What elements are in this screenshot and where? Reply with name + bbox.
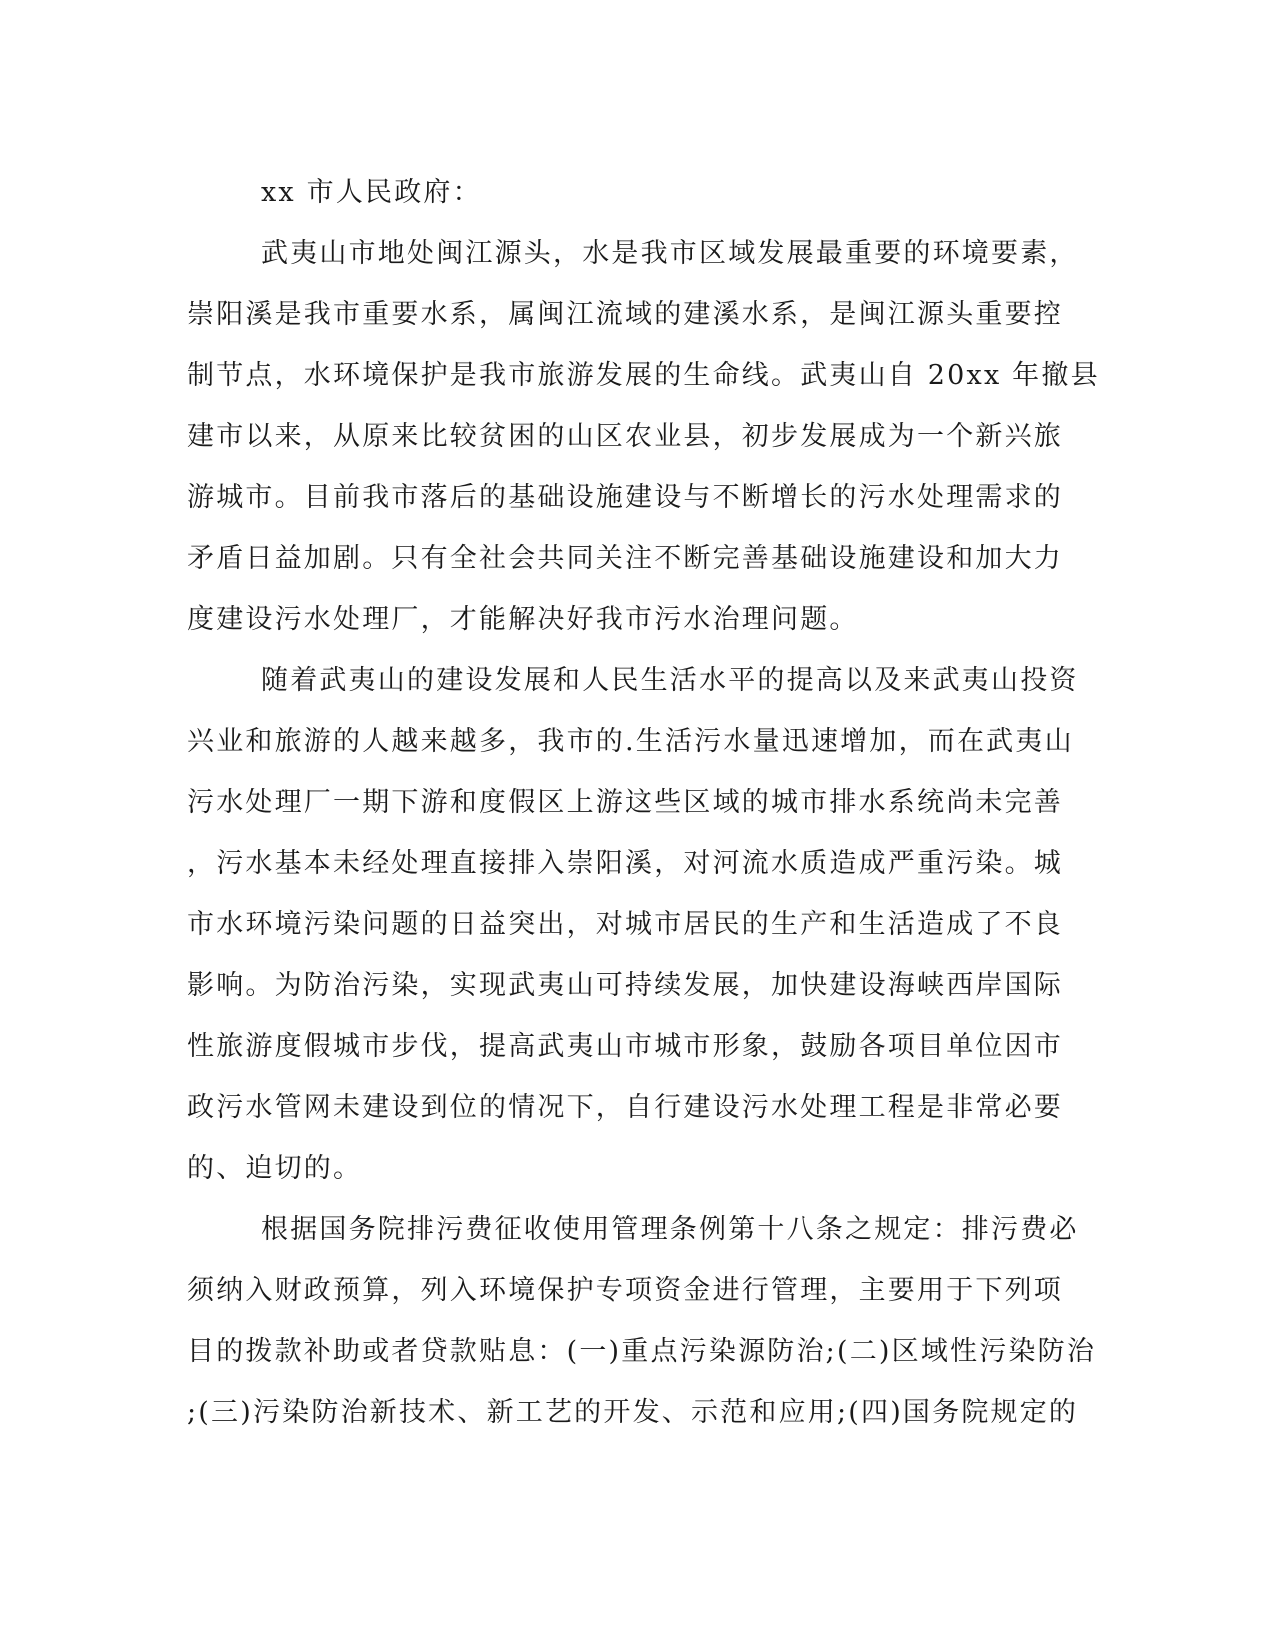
paragraph-line: 随着武夷山的建设发展和人民生活水平的提高以及来武夷山投资 <box>261 665 1079 696</box>
paragraph-1 <box>187 223 1100 650</box>
paragraph-line: 根据国务院排污费征收使用管理条例第十八条之规定：排污费必 <box>261 1214 1079 1245</box>
paragraph-line: 政污水管网未建设到位的情况下，自行建设污水处理工程是非常必要 <box>187 1092 1063 1123</box>
paragraph-line: 须纳入财政预算，列入环境保护专项资金进行管理，主要用于下列项 <box>187 1275 1063 1306</box>
paragraph-line: 矛盾日益加剧。只有全社会共同关注不断完善基础设施建设和加大力 <box>187 543 1063 574</box>
paragraph-line: 度建设污水处理厂，才能解决好我市污水治理问题。 <box>187 604 859 635</box>
paragraph-line: 武夷山市地处闽江源头，水是我市区域发展最重要的环境要素， <box>261 238 1079 269</box>
paragraph-line: 兴业和旅游的人越来越多，我市的.生活污水量迅速增加，而在武夷山 <box>187 726 1074 757</box>
paragraph-line: 建市以来，从原来比较贫困的山区农业县，初步发展成为一个新兴旅 <box>187 421 1063 452</box>
paragraph-2 <box>187 650 1087 1199</box>
salutation: xx 市人民政府： <box>261 177 482 208</box>
paragraph-line: 制节点，水环境保护是我市旅游发展的生命线。武夷山自 20xx 年撤县 <box>187 360 1100 391</box>
letter-body <box>187 162 1100 1443</box>
paragraph-line: 游城市。目前我市落后的基础设施建设与不断增长的污水处理需求的 <box>187 482 1063 513</box>
paragraph-line: 的、迫切的。 <box>187 1153 363 1184</box>
paragraph-3 <box>187 1199 1097 1443</box>
paragraph-line: 目的拨款补助或者贷款贴息：(一)重点污染源防治;(二)区域性污染防治 <box>187 1336 1097 1367</box>
paragraph-line: 崇阳溪是我市重要水系，属闽江流域的建溪水系，是闽江源头重要控 <box>187 299 1063 330</box>
paragraph-line: 影响。为防治污染，实现武夷山可持续发展，加快建设海峡西岸国际 <box>187 970 1063 1001</box>
paragraph-line: 污水处理厂一期下游和度假区上游这些区域的城市排水系统尚未完善 <box>187 787 1063 818</box>
paragraph-line: 市水环境污染问题的日益突出，对城市居民的生产和生活造成了不良 <box>187 909 1063 940</box>
paragraph-line: ;(三)污染防治新技术、新工艺的开发、示范和应用;(四)国务院规定的 <box>187 1397 1079 1428</box>
paragraph-line: 性旅游度假城市步伐，提高武夷山市城市形象，鼓励各项目单位因市 <box>187 1031 1063 1062</box>
paragraph-line: ，污水基本未经处理直接排入崇阳溪，对河流水质造成严重污染。城 <box>187 848 1063 879</box>
